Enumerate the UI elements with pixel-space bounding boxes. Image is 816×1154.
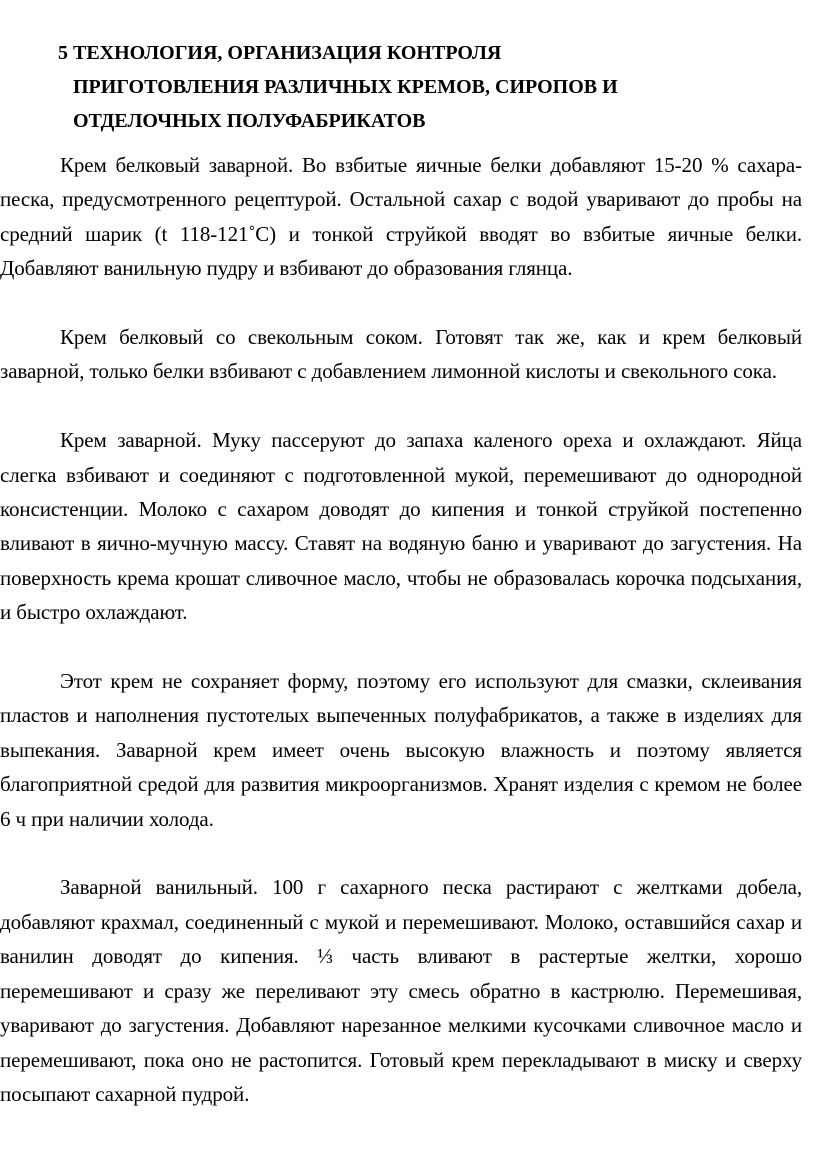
body-text	[0, 148, 802, 1146]
heading-line-3: ОТДЕЛОЧНЫХ ПОЛУФАБРИКАТОВ	[73, 110, 426, 132]
section-heading	[58, 36, 778, 138]
paragraph-custard-usage: Этот крем не сохраняет форму, поэтому его используют для смазки, склеивания пластов и наполнения пустотелых выпеченных полуфабрикатов, а также в изделиях для выпекания. Заварной крем имеет очень высокую влажность и поэтому является благоприятной средой для развития микроорганизмов. Хранят изделия с кремом не более 6 ч при наличии холода.	[0, 669, 802, 831]
paragraph-custard-cream: Крем заварной. Муку пассеруют до запаха каленого ореха и охлаждают. Яйца слегка взбивают и соединяют с подготовленной мукой, перемешивают до однородной консистенции. Молоко с сахаром доводят до кипения и тонкой струйкой постепенно вливают в яично-мучную массу. Ставят на водяную баню и уваривают до загустения. На поверхность крема крошат сливочное масло, чтобы не образовалась корочка подсыхания, и быстро охлаждают.	[0, 428, 802, 625]
heading-line-2: ПРИГОТОВЛЕНИЯ РАЗЛИЧНЫХ КРЕМОВ, СИРОПОВ И	[73, 76, 618, 98]
heading-line-1: 5 ТЕХНОЛОГИЯ, ОРГАНИЗАЦИЯ КОНТРОЛЯ	[58, 42, 502, 64]
paragraph-vanilla-custard: Заварной ванильный. 100 г сахарного песка растирают с желтками добела, добавляют крахмал, соединенный с мукой и перемешивают. Молоко, оставшийся сахар и ванилин доводят до кипения. ⅓ часть вливают в растертые желтки, хорошо перемешивают и сразу же переливают эту смесь обратно в кастрюлю. Перемешивая, уваривают до загустения. Добавляют нарезанное мелкими кусочками сливочное масло и перемешивают, пока оно не растопится. Готовый крем перекладывают в миску и сверху посыпают сахарной пудрой.	[0, 875, 802, 1106]
paragraph-protein-beet-juice-cream: Крем белковый со свекольным соком. Готовят так же, как и крем белковый заварной, только белки взбивают с добавлением лимонной кислоты и свекольного сока.	[0, 325, 802, 384]
paragraph-protein-custard-cream: Крем белковый заварной. Во взбитые яичные белки добавляют 15-20 % сахара-песка, предусмотренного рецептурой. Остальной сахар с водой уваривают до пробы на средний шарик (t 118-121˚C) и тонкой струйкой вводят во взбитые яичные белки. Добавляют ванильную пудру и взбивают до образования глянца.	[0, 153, 802, 281]
